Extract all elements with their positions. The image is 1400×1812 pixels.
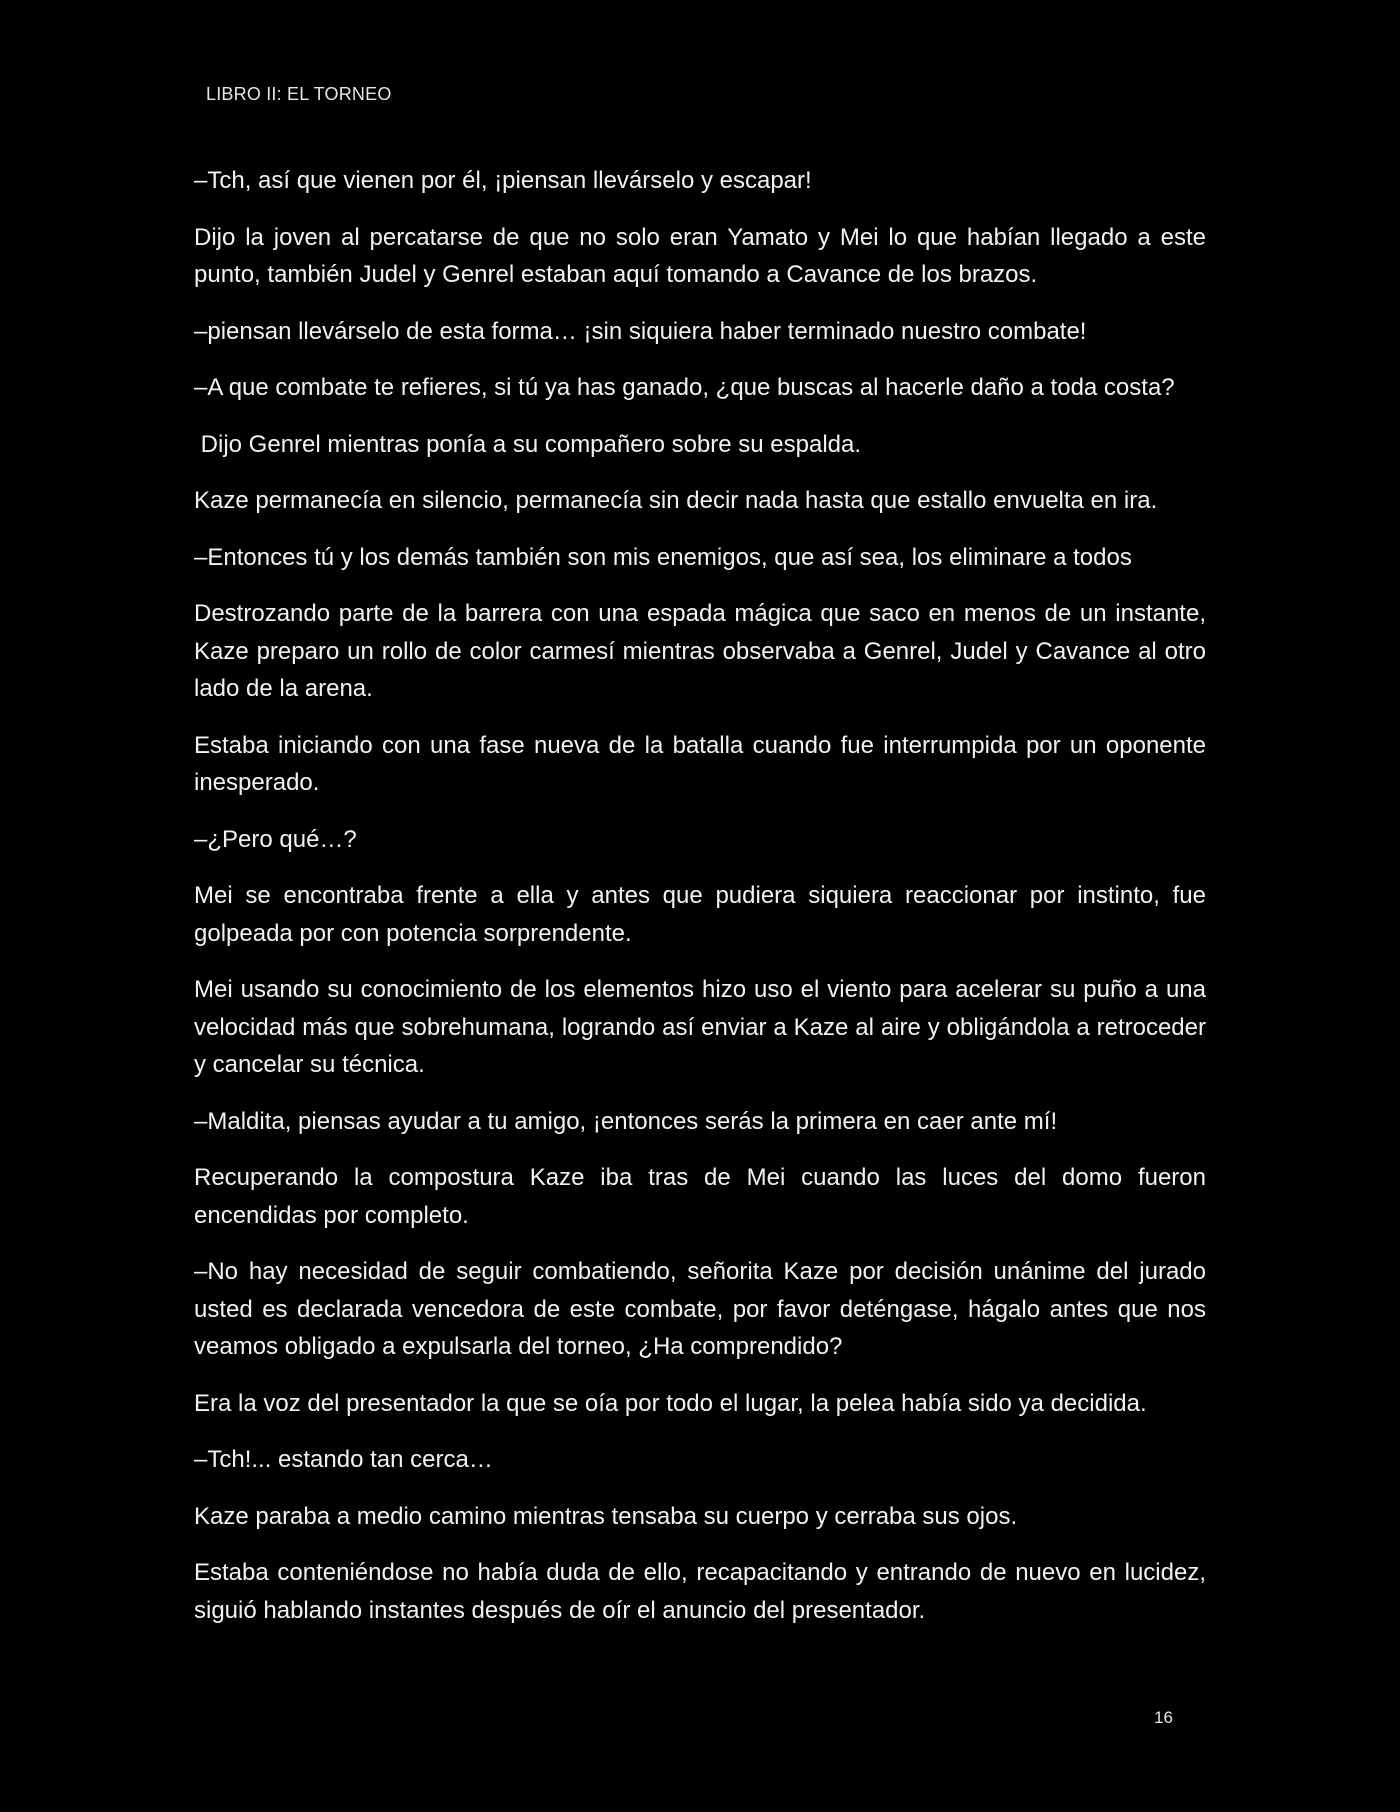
- paragraph: Mei se encontraba frente a ella y antes que pudiera siquiera reaccionar por instinto, fue golpeada por con potencia sorprendente.: [194, 882, 1206, 947]
- paragraph: –¿Pero qué…?: [194, 825, 357, 853]
- paragraph: –A que combate te refieres, si tú ya has ganado, ¿que buscas al hacerle daño a toda costa?: [194, 374, 1175, 401]
- paragraph: –Tch!... estando tan cerca…: [194, 1446, 493, 1473]
- paragraph: Kaze permanecía en silencio, permanecía sin decir nada hasta que estallo envuelta en ira.: [194, 487, 1158, 514]
- paragraph: Estaba iniciando con una fase nueva de la batalla cuando fue interrumpida por un oponente inesperado.: [194, 731, 1206, 796]
- paragraph: Estaba conteniéndose no había duda de ello, recapacitando y entrando de nuevo en lucidez, siguió hablando instantes después de oír el anuncio del presentador.: [194, 1559, 1206, 1624]
- body-text: [194, 162, 1206, 1648]
- paragraph: Mei usando su conocimiento de los elementos hizo uso el viento para acelerar su puño a una velocidad más que sobrehumana, logrando así enviar a Kaze al aire y obligándola a retroceder y cancelar su técnica.: [194, 976, 1206, 1078]
- paragraph: –Tch, así que vienen por él, ¡piensan llevárselo y escapar!: [194, 167, 812, 194]
- paragraph: Recuperando la compostura Kaze iba tras de Mei cuando las luces del domo fueron encendidas por completo.: [194, 1164, 1206, 1229]
- paragraph: –No hay necesidad de seguir combatiendo, señorita Kaze por decisión unánime del jurado usted es declarada vencedora de este combate, por favor deténgase, hágalo antes que nos veamos obligado a expulsarla del torneo, ¿Ha comprendido?: [194, 1258, 1206, 1360]
- paragraph: Dijo la joven al percatarse de que no solo eran Yamato y Mei lo que habían llegado a este punto, también Judel y Genrel estaban aquí tomando a Cavance de los brazos.: [194, 223, 1206, 288]
- paragraph: Destrozando parte de la barrera con una espada mágica que saco en menos de un instante, Kaze preparo un rollo de color carmesí mientras observaba a Genrel, Judel y Cavance al otro lado de la arena.: [194, 600, 1206, 702]
- running-header: LIBRO II: EL TORNEO: [206, 84, 392, 104]
- paragraph: Dijo Genrel mientras ponía a su compañero sobre su espalda.: [194, 430, 862, 458]
- paragraph: –Entonces tú y los demás también son mis enemigos, que así sea, los eliminare a todos: [194, 543, 1132, 571]
- paragraph: –piensan llevárselo de esta forma… ¡sin siquiera haber terminado nuestro combate!: [194, 317, 1087, 345]
- paragraph: Era la voz del presentador la que se oía por todo el lugar, la pelea había sido ya decidida.: [194, 1389, 1147, 1417]
- page-number: 16: [1154, 1708, 1173, 1727]
- paragraph: –Maldita, piensas ayudar a tu amigo, ¡entonces serás la primera en caer ante mí!: [194, 1107, 1058, 1135]
- paragraph: Kaze paraba a medio camino mientras tensaba su cuerpo y cerraba sus ojos.: [194, 1502, 1018, 1530]
